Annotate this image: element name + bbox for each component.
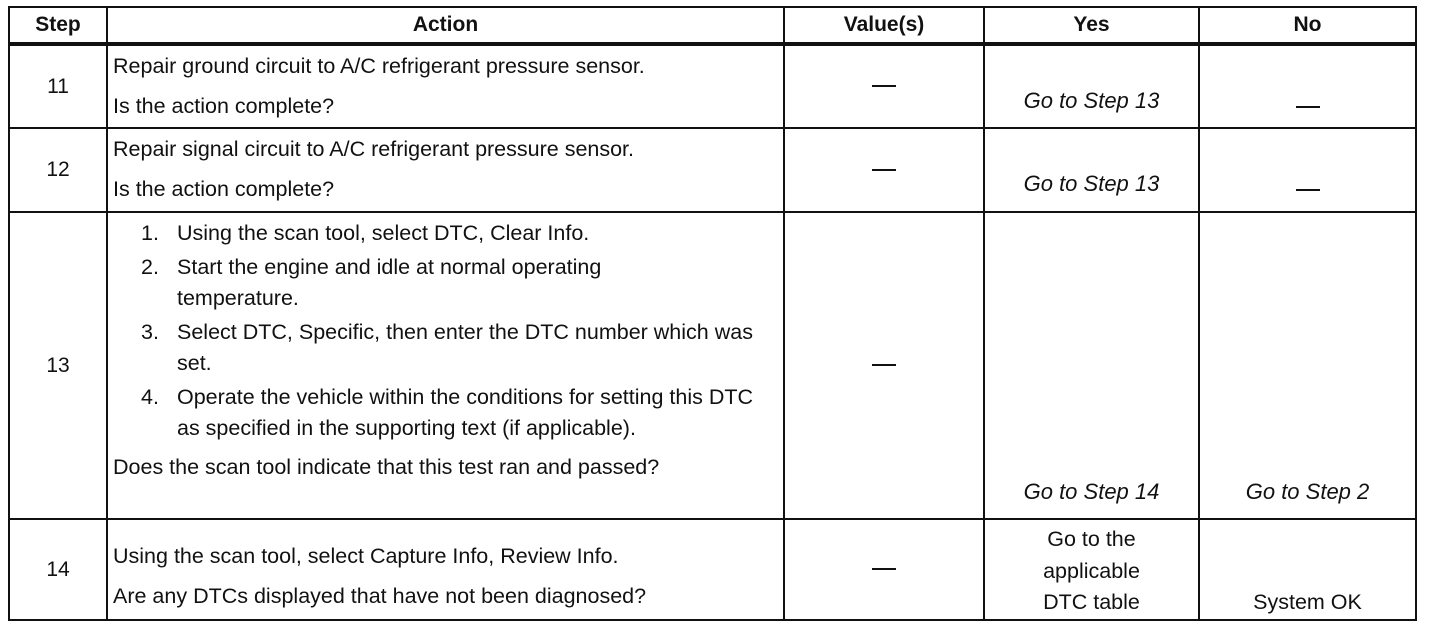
header-yes: Yes [984, 7, 1199, 44]
yes-cell [984, 212, 1199, 519]
no-dash [1296, 189, 1320, 191]
header-step: Step [9, 7, 107, 44]
yes-cell [984, 128, 1199, 212]
yes-result: Go to Step 13 [1023, 88, 1160, 113]
yes-result-line: DTC table [1043, 590, 1140, 614]
action-cell [107, 128, 784, 212]
no-result: Go to Step 2 [1245, 479, 1370, 504]
action-question: Are any DTCs displayed that have not been diagnosed? [113, 584, 647, 608]
list-item: 4. Operate the vehicle within the conditions for setting this DTC as specified in the supporting text (if applicable). [141, 385, 754, 440]
yes-result: Go to Step 14 [1023, 479, 1160, 504]
value-dash [872, 169, 896, 171]
action-cell [107, 519, 784, 620]
value-cell [784, 44, 984, 128]
yes-cell [984, 44, 1199, 128]
action-text: Repair ground circuit to A/C refrigerant pressure sensor. [113, 54, 645, 78]
no-cell [1199, 519, 1416, 620]
no-cell [1199, 44, 1416, 128]
value-dash [872, 568, 896, 570]
table-row [9, 212, 1416, 519]
action-text: Repair signal circuit to A/C refrigerant pressure sensor. [113, 137, 635, 161]
list-item: 2. Start the engine and idle at normal operating temperature. [141, 255, 602, 310]
action-question: Is the action complete? [113, 94, 335, 118]
header-values: Value(s) [784, 7, 984, 44]
action-text: Using the scan tool, select Capture Info, Review Info. [113, 544, 619, 568]
step-number: 14 [9, 519, 107, 620]
table-row [9, 44, 1416, 128]
yes-result-line: applicable [1043, 559, 1140, 583]
action-cell [107, 44, 784, 128]
header-row [9, 7, 1416, 44]
header-action: Action [107, 7, 784, 44]
step-number: 13 [9, 212, 107, 519]
value-dash [872, 85, 896, 87]
value-cell [784, 128, 984, 212]
yes-result-line: Go to the [1047, 527, 1136, 551]
procedure-list [113, 218, 783, 444]
no-cell [1199, 128, 1416, 212]
no-result: System OK [1253, 590, 1362, 614]
yes-cell [984, 519, 1199, 620]
no-cell [1199, 212, 1416, 519]
value-cell [784, 212, 984, 519]
table-row [9, 128, 1416, 212]
value-cell [784, 519, 984, 620]
list-item: 3. Select DTC, Specific, then enter the DTC number which was set. [141, 320, 753, 375]
action-question: Does the scan tool indicate that this test ran and passed? [113, 455, 660, 479]
step-number: 11 [9, 44, 107, 128]
action-question: Is the action complete? [113, 177, 335, 201]
table-row [9, 519, 1416, 620]
no-dash [1296, 106, 1320, 108]
list-item: 1. Using the scan tool, select DTC, Clear Info. [141, 221, 590, 245]
diagnostic-table-container [8, 6, 1415, 618]
diagnostic-table [8, 6, 1417, 621]
header-no: No [1199, 7, 1416, 44]
step-number: 12 [9, 128, 107, 212]
yes-result: Go to Step 13 [1023, 171, 1160, 196]
action-cell [107, 212, 784, 519]
value-dash [872, 364, 896, 366]
